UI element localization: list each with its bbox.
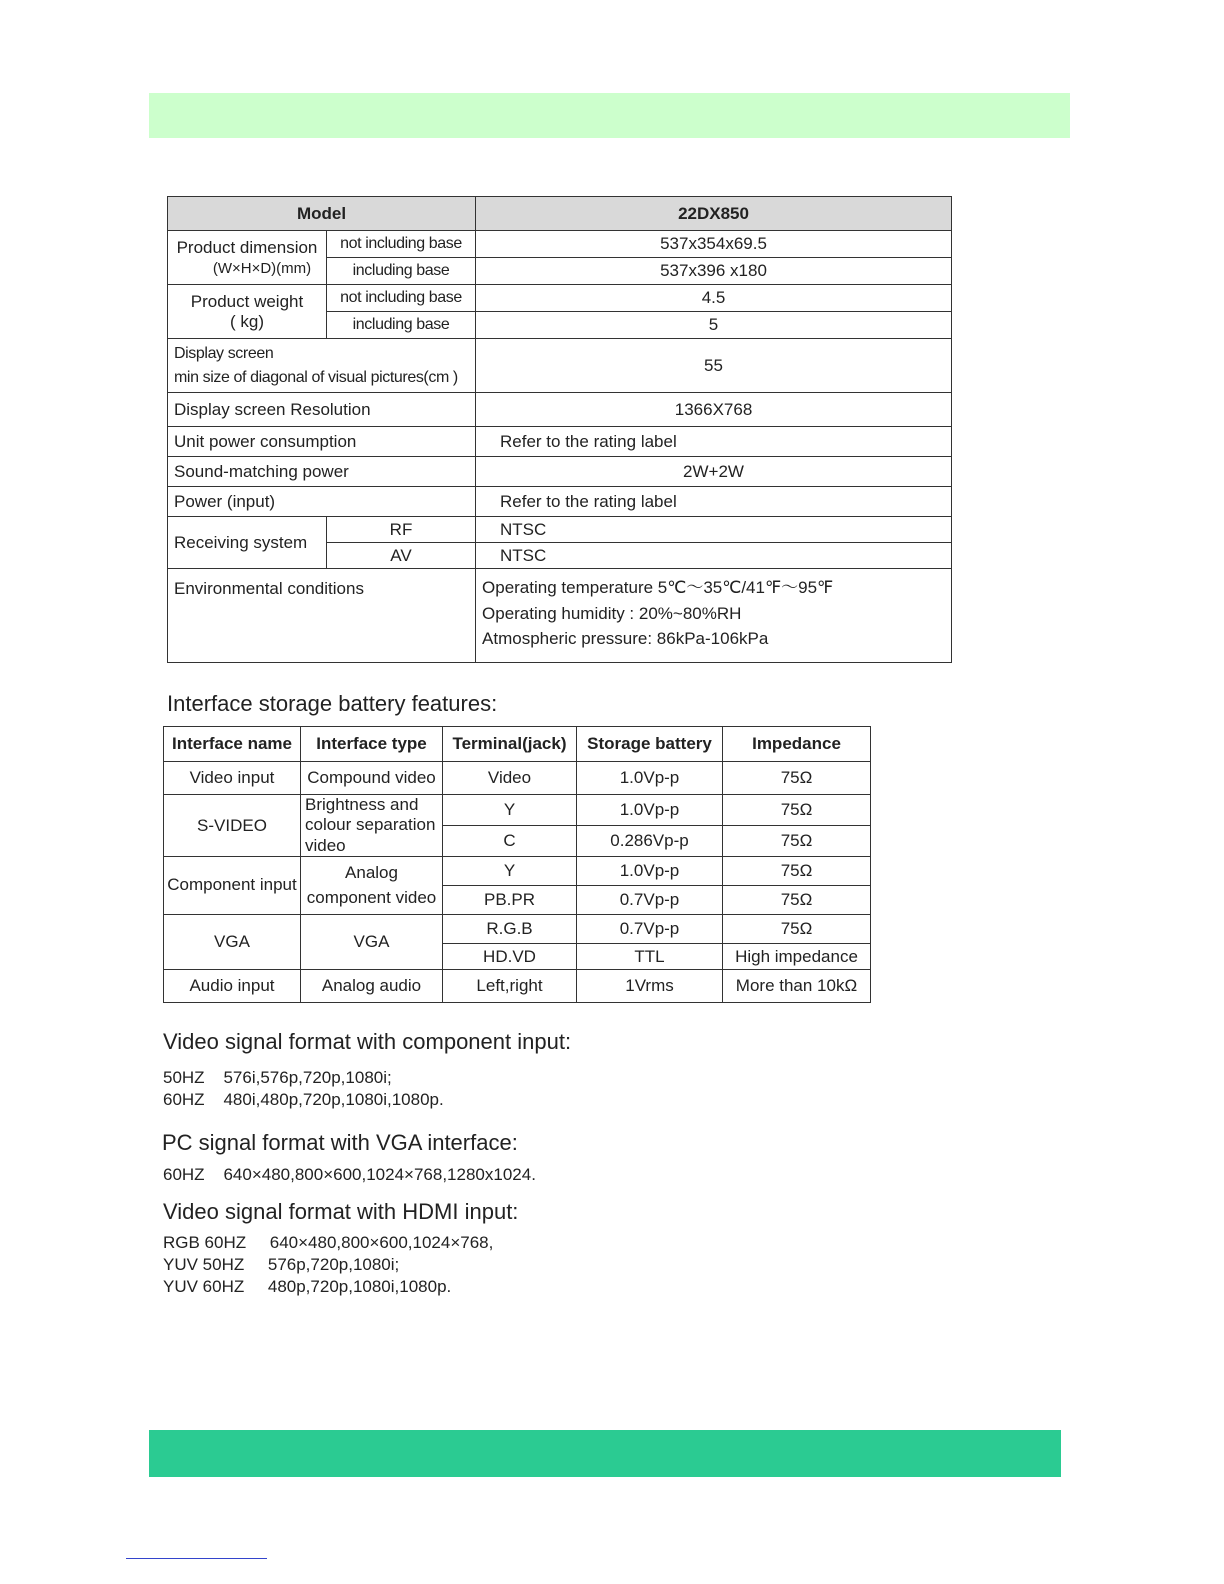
hdmi-formats-rgb60: RGB 60HZ 640×480,800×600,1024×768,: [163, 1233, 494, 1252]
header-band: [149, 93, 1070, 138]
vga-rgb-battery: 0.7Vp-p: [577, 915, 723, 944]
dim-not-including-base: not including base: [327, 231, 476, 258]
svideo-name: S-VIDEO: [164, 795, 301, 857]
env-values: [476, 569, 952, 663]
weight-units: ( kg): [230, 311, 264, 331]
component-pbpr-battery: 0.7Vp-p: [577, 886, 723, 915]
table-row: [168, 197, 952, 231]
env-temp: Operating temperature 5℃～35℃/41℉～95℉: [482, 578, 834, 597]
interface-title: Interface storage battery features:: [167, 691, 498, 716]
audio-type: Analog audio: [301, 970, 443, 1003]
model-header: Model: [168, 197, 476, 231]
vga-hdvd-battery: TTL: [577, 944, 723, 970]
svideo-type: Brightness and colour separation video: [301, 795, 443, 857]
vga-rgb-terminal: R.G.B: [443, 915, 577, 944]
table-row: [168, 487, 952, 517]
resolution-label: Display screen Resolution: [168, 393, 476, 427]
component-pbpr-terminal: PB.PR: [443, 886, 577, 915]
vga-type: VGA: [301, 915, 443, 970]
footer-rule: [126, 1558, 267, 1559]
table-row: [168, 427, 952, 457]
model-value: 22DX850: [476, 197, 952, 231]
unit-power-label: Unit power consumption: [168, 427, 476, 457]
table-row: [168, 569, 952, 663]
display-value: 55: [476, 339, 952, 393]
rf-value: NTSC: [476, 517, 952, 543]
component-formats-title: Video signal format with component input:: [163, 1029, 572, 1054]
av-value: NTSC: [476, 543, 952, 569]
display-label-2: min size of diagonal of visual pictures(cm ): [174, 368, 458, 386]
table-row: [164, 727, 871, 762]
power-label: Power (input): [168, 487, 476, 517]
table-row: [164, 970, 871, 1003]
vga-formats-60hz: 60HZ 640×480,800×600,1024×768,1280x1024.: [163, 1165, 536, 1184]
audio-impedance: More than 10kΩ: [723, 970, 871, 1003]
dimension-label-cell: [168, 231, 327, 285]
weight-base-value: 5: [476, 312, 952, 339]
header-interface-name: Interface name: [164, 727, 301, 762]
weight-not-including-base: not including base: [327, 285, 476, 312]
svideo-y-terminal: Y: [443, 795, 577, 826]
env-humidity: Operating humidity : 20%~80%RH: [482, 603, 742, 623]
table-row: [164, 915, 871, 944]
table-row: [168, 457, 952, 487]
video-input-impedance: 75Ω: [723, 762, 871, 795]
rf-label: RF: [327, 517, 476, 543]
svideo-c-battery: 0.286Vp-p: [577, 826, 723, 857]
component-name: Component input: [164, 857, 301, 915]
table-row: [168, 517, 952, 543]
video-input-terminal: Video: [443, 762, 577, 795]
header-interface-type: Interface type: [301, 727, 443, 762]
table-row: [164, 857, 871, 886]
table-row: [168, 231, 952, 258]
component-pbpr-impedance: 75Ω: [723, 886, 871, 915]
audio-terminal: Left,right: [443, 970, 577, 1003]
dimension-units: (W×H×D)(mm): [212, 259, 312, 277]
table-row: [168, 393, 952, 427]
display-label-1: Display screen: [174, 344, 274, 362]
svideo-y-impedance: 75Ω: [723, 795, 871, 826]
audio-name: Audio input: [164, 970, 301, 1003]
table-row: [168, 339, 952, 393]
interface-table: [163, 726, 871, 1003]
header-terminal: Terminal(jack): [443, 727, 577, 762]
weight-no-base-value: 4.5: [476, 285, 952, 312]
spec-table: [167, 196, 952, 663]
table-row: [168, 285, 952, 312]
header-impedance: Impedance: [723, 727, 871, 762]
vga-formats-title: PC signal format with VGA interface:: [162, 1130, 518, 1155]
dim-including-base: including base: [327, 258, 476, 285]
video-input-type: Compound video: [301, 762, 443, 795]
dimension-no-base-value: 537x354x69.5: [476, 231, 952, 258]
weight-including-base: including base: [327, 312, 476, 339]
dimension-label: Product dimension: [176, 237, 318, 257]
av-label: AV: [327, 543, 476, 569]
video-input-name: Video input: [164, 762, 301, 795]
weight-label-cell: [168, 285, 327, 339]
display-label-cell: [168, 339, 476, 393]
component-type: Analog component video: [301, 857, 443, 915]
vga-hdvd-impedance: High impedance: [723, 944, 871, 970]
table-row: [164, 795, 871, 826]
video-input-battery: 1.0Vp-p: [577, 762, 723, 795]
sound-label: Sound-matching power: [168, 457, 476, 487]
unit-power-value: Refer to the rating label: [476, 427, 952, 457]
resolution-value: 1366X768: [476, 393, 952, 427]
svideo-c-terminal: C: [443, 826, 577, 857]
component-y-impedance: 75Ω: [723, 857, 871, 886]
vga-name: VGA: [164, 915, 301, 970]
receiving-label: Receiving system: [168, 517, 327, 569]
component-y-terminal: Y: [443, 857, 577, 886]
vga-rgb-impedance: 75Ω: [723, 915, 871, 944]
audio-battery: 1Vrms: [577, 970, 723, 1003]
hdmi-formats-title: Video signal format with HDMI input:: [163, 1199, 519, 1224]
svideo-c-impedance: 75Ω: [723, 826, 871, 857]
weight-label: Product weight: [190, 291, 304, 311]
power-value: Refer to the rating label: [476, 487, 952, 517]
component-formats-60hz: 60HZ 480i,480p,720p,1080i,1080p.: [163, 1090, 444, 1109]
component-formats-50hz: 50HZ 576i,576p,720p,1080i;: [163, 1068, 392, 1087]
sound-value: 2W+2W: [476, 457, 952, 487]
vga-hdvd-terminal: HD.VD: [443, 944, 577, 970]
dimension-base-value: 537x396 x180: [476, 258, 952, 285]
footer-band: [149, 1430, 1061, 1477]
env-pressure: Atmospheric pressure: 86kPa-106kPa: [482, 629, 769, 648]
svideo-y-battery: 1.0Vp-p: [577, 795, 723, 826]
hdmi-formats-yuv50: YUV 50HZ 576p,720p,1080i;: [163, 1255, 400, 1274]
env-label: Environmental conditions: [168, 569, 476, 663]
component-y-battery: 1.0Vp-p: [577, 857, 723, 886]
hdmi-formats-yuv60: YUV 60HZ 480p,720p,1080i,1080p.: [163, 1277, 452, 1296]
header-storage-battery: Storage battery: [577, 727, 723, 762]
table-row: [164, 762, 871, 795]
